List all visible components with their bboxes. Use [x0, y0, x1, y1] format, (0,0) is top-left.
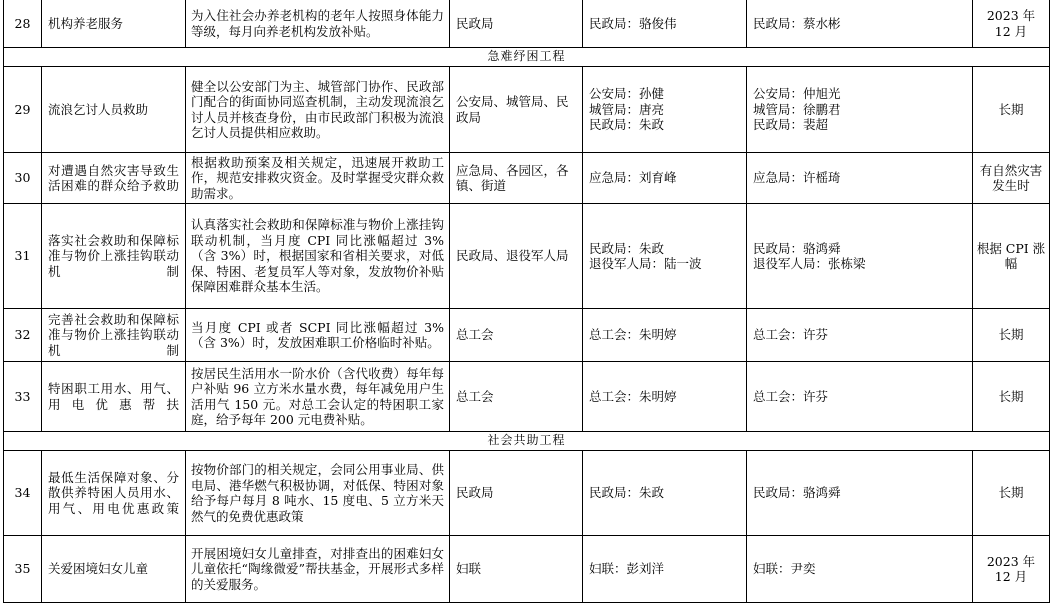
responsible-person: 民政局：骆鸿舜 退役军人局：张栋梁: [747, 204, 973, 309]
project-name: 机构养老服务: [42, 0, 186, 48]
lead-person: 公安局：孙健 城管局：唐亮 民政局：朱政: [583, 67, 747, 153]
row-number: 34: [4, 451, 42, 536]
row-number: 29: [4, 67, 42, 153]
lead-person: 民政局：朱政: [583, 451, 747, 536]
table-row: [4, 0, 1050, 48]
completion-time: 2023 年 12 月: [973, 0, 1050, 48]
project-content: 健全以公安部门为主、城管部门协作、民政部门配合的街面协同巡查机制，主动发现流浪乞讨人员并核查身份，由市民政部门积极为流浪乞讨人员提供相应救助。: [186, 67, 450, 153]
project-name: 对遭遇自然灾害导致生活困难的群众给予救助: [42, 153, 186, 204]
completion-time: 根据 CPI 涨幅: [973, 204, 1050, 309]
completion-time: 长期: [973, 309, 1050, 362]
project-content: 按居民生活用水一阶水价（含代收费）每年每户补贴 96 立方米水量水费，每年减免用户生活用气 150 元。对总工会认定的特困职工家庭，给予每年 200 元电费补贴。: [186, 362, 450, 432]
responsible-person: 妇联：尹奕: [747, 536, 973, 603]
table-row: [4, 536, 1050, 603]
completion-time: 2023 年 12 月: [973, 536, 1050, 603]
section-title: 急难纾困工程: [4, 48, 1050, 67]
completion-time: 长期: [973, 451, 1050, 536]
lead-person: 民政局：骆俊伟: [583, 0, 747, 48]
table-row: [4, 309, 1050, 362]
completion-time: 长期: [973, 67, 1050, 153]
project-name: 完善社会救助和保障标准与物价上涨挂钩联动机制: [42, 309, 186, 362]
responsible-unit: 民政局: [450, 451, 583, 536]
responsible-unit: 应急局、各园区，各镇、街道: [450, 153, 583, 204]
row-number: 31: [4, 204, 42, 309]
row-number: 32: [4, 309, 42, 362]
table-row: [4, 153, 1050, 204]
table-row: [4, 451, 1050, 536]
responsible-person: 总工会：许芬: [747, 309, 973, 362]
responsible-unit: 民政局: [450, 0, 583, 48]
table-row: [4, 204, 1050, 309]
row-number: 28: [4, 0, 42, 48]
project-content: 为入住社会办养老机构的老年人按照身体能力等级，每月向养老机构发放补贴。: [186, 0, 450, 48]
responsible-person: 公安局：仲旭光 城管局：徐鹏君 民政局：裴超: [747, 67, 973, 153]
lead-person: 民政局：朱政 退役军人局：陆一波: [583, 204, 747, 309]
responsible-person: 民政局：蔡水彬: [747, 0, 973, 48]
project-name: 特困职工用水、用气、用电优惠帮扶: [42, 362, 186, 432]
responsible-unit: 妇联: [450, 536, 583, 603]
completion-time: 有自然灾害发生时: [973, 153, 1050, 204]
lead-person: 应急局：刘育峰: [583, 153, 747, 204]
responsible-unit: 总工会: [450, 309, 583, 362]
responsible-person: 民政局：骆鸿舜: [747, 451, 973, 536]
lead-person: 总工会：朱明婷: [583, 309, 747, 362]
lead-person: 总工会：朱明婷: [583, 362, 747, 432]
responsible-unit: 民政局、退役军人局: [450, 204, 583, 309]
completion-time: 长期: [973, 362, 1050, 432]
responsible-person: 应急局：许榣琦: [747, 153, 973, 204]
table-row: [4, 362, 1050, 432]
responsible-unit: 总工会: [450, 362, 583, 432]
section-title: 社会共助工程: [4, 432, 1050, 451]
project-name: 最低生活保障对象、分散供养特困人员用水、用气、用电优惠政策: [42, 451, 186, 536]
lead-person: 妇联：彭刘洋: [583, 536, 747, 603]
project-name: 关爱困境妇女儿童: [42, 536, 186, 603]
project-content: 开展困境妇女儿童排查，对排查出的困难妇女儿童依托“陶缘微爱”帮扶基金，开展形式多样的关爱服务。: [186, 536, 450, 603]
row-number: 35: [4, 536, 42, 603]
project-name: 落实社会救助和保障标准与物价上涨挂钩联动机制: [42, 204, 186, 309]
section-row: [4, 432, 1050, 451]
row-number: 33: [4, 362, 42, 432]
responsible-person: 总工会：许芬: [747, 362, 973, 432]
project-name: 流浪乞讨人员救助: [42, 67, 186, 153]
row-number: 30: [4, 153, 42, 204]
project-content: 按物价部门的相关规定，会同公用事业局、供电局、港华燃气积极协调，对低保、特困对象给予每户每月 8 吨水、15 度电、5 立方米天然气的免费优惠政策: [186, 451, 450, 536]
policy-table: [3, 0, 1050, 603]
project-content: 当月度 CPI 或者 SCPI 同比涨幅超过 3%（含 3%）时，发放困难职工价格临时补贴。: [186, 309, 450, 362]
project-content: 根据救助预案及相关规定，迅速展开救助工作，规范安排救灾资金。及时掌握受灾群众救助需求。: [186, 153, 450, 204]
section-row: [4, 48, 1050, 67]
responsible-unit: 公安局、城管局、民政局: [450, 67, 583, 153]
table-row: [4, 67, 1050, 153]
project-content: 认真落实社会救助和保障标准与物价上涨挂钩联动机制，当月度 CPI 同比涨幅超过 3%（含 3%）时，根据国家和省相关要求，对低保、特困、老复员军人等对象，发放物价补贴保障困难群众基本生活。: [186, 204, 450, 309]
